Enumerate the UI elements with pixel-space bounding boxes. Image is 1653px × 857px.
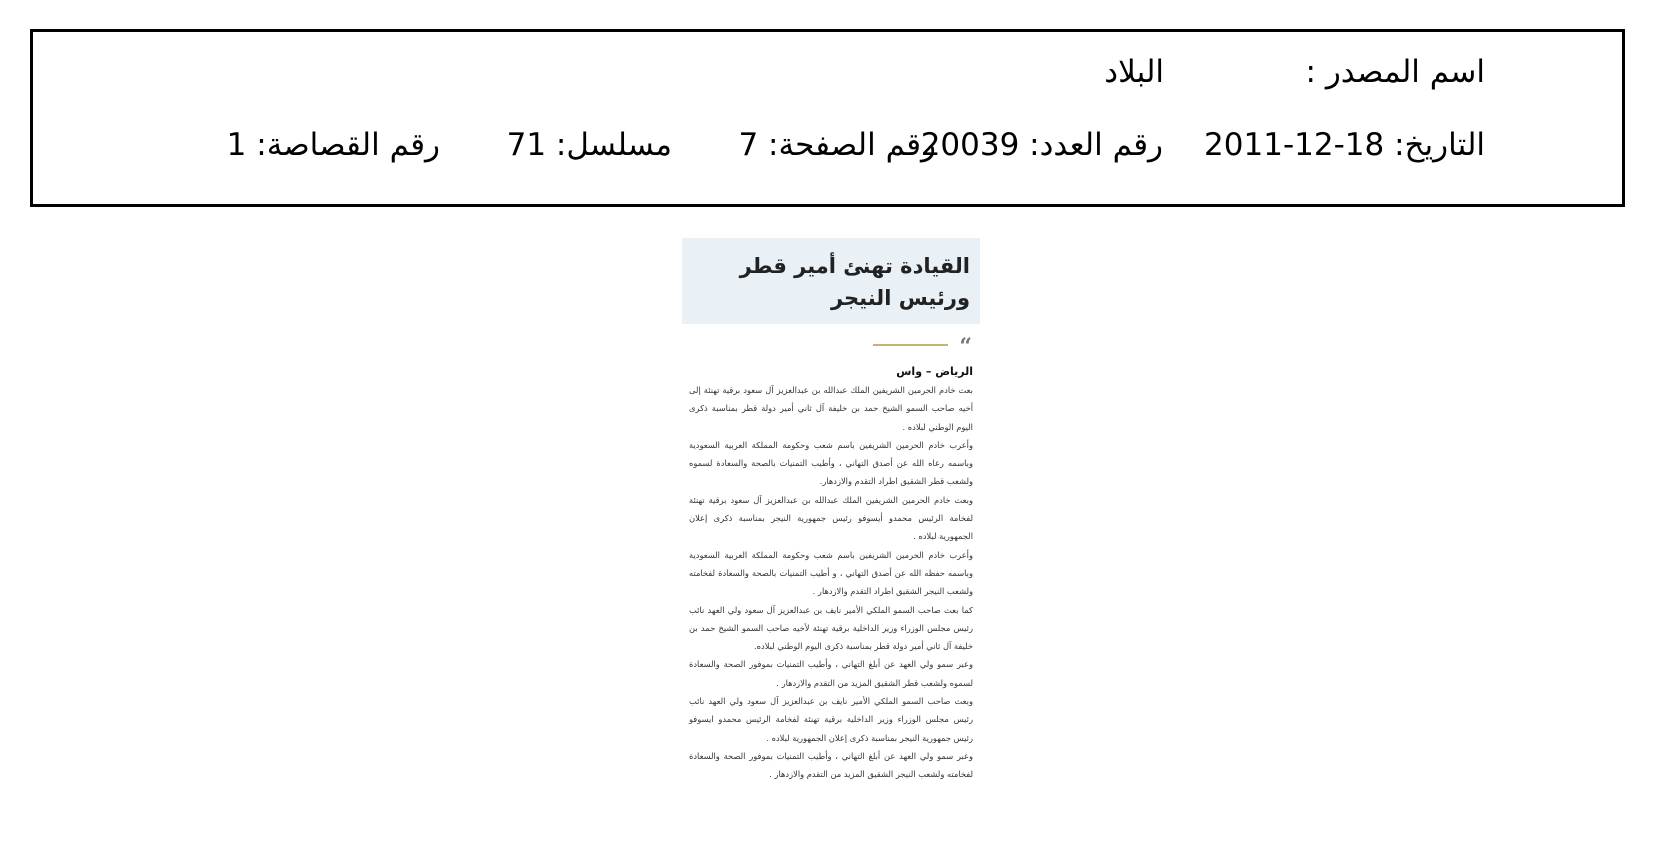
article-body: [689, 381, 973, 784]
paragraph: وعبر سمو ولي العهد عن أبلغ التهاني ، وأطيب التمنيات بموفور الصحة والسعادة لفخامته ولشعب النيجر الشقيق المزيد من التقدم والازدهار .: [689, 750, 973, 780]
paragraph: وبعث صاحب السمو الملكي الأمير نايف بن عبدالعزيز آل سعود ولي العهد نائب رئيس مجلس الوزراء وزير الداخلية برقية تهنئة لفخامة الرئيس محمدو ايسوفو رئيس جمهورية النيجر بمناسبة ذكرى إعلان الجمهورية لبلاده .: [689, 696, 973, 743]
page-number-field: رقم الصفحة: 7: [738, 127, 936, 163]
divider-rule: [873, 344, 948, 346]
news-clipping: [682, 238, 980, 838]
headline: القيادة تهنئ أمير قطر ورئيس النيجر: [739, 254, 970, 310]
paragraph: بعث خادم الحرمين الشريفين الملك عبدالله بن عبدالعزيز آل سعود برقية تهنئة إلى أخيه صاحب السمو الشيخ حمد بن خليفة آل ثاني أمير دولة قطر بمناسبة ذكرى اليوم الوطني لبلاده .: [689, 385, 973, 432]
paragraph: وأعرب خادم الحرمين الشريفين باسم شعب وحكومة المملكة العربية السعودية وباسمه حفظه الله عن أصدق التهاني ، و أطيب التمنيات بالصحة والسعادة لفخامته ولشعب النيجر الشقيق اطراد التقدم والازدهار .: [689, 549, 973, 597]
paragraph: وعبر سمو ولي العهد عن أبلغ التهاني ، وأطيب التمنيات بموفور الصحة والسعادة لسموه ولشعب قطر الشقيق المزيد من التقدم والازدهار .: [689, 659, 973, 688]
paragraph: وأعرب خادم الحرمين الشريفين باسم شعب وحكومة المملكة العربية السعودية وباسمه رعاه الله عن أصدق التهاني ، وأطيب التمنيات بالصحة والسعادة لسموه ولشعب قطر الشقيق اطراد التقدم والازدهار.: [689, 439, 973, 487]
source-label: اسم المصدر :: [1305, 54, 1485, 90]
paragraph: كما بعث صاحب السمو الملكي الأمير نايف بن عبدالعزيز آل سعود ولي العهد نائب رئيس مجلس الوزراء وزير الداخلية برقية تهنئة لأخيه صاحب السمو الشيخ حمد بن خليفة آل ثاني أمير دولة قطر بمناسبة ذكرى اليوم الوطني لبلاده.: [689, 604, 973, 652]
clip-number-field: رقم القصاصة: 1: [226, 127, 440, 163]
quote-icon: “: [959, 334, 972, 360]
date-field: التاريخ: 18-12-2011: [1204, 127, 1485, 163]
serial-field: مسلسل: 71: [506, 127, 672, 163]
source-value: البلاد: [1104, 54, 1164, 90]
paragraph: وبعث خادم الحرمين الشريفين الملك عبدالله بن عبدالعزيز آل سعود برقية تهنئة لفخامة الرئيس محمدو أيسوفو رئيس جمهورية النيجر بمناسبة ذكرى إعلان الجمهورية لبلاده .: [689, 494, 973, 542]
dateline: الرياض – واس: [896, 365, 973, 378]
issue-number-field: رقم العدد: 20039: [920, 127, 1163, 163]
